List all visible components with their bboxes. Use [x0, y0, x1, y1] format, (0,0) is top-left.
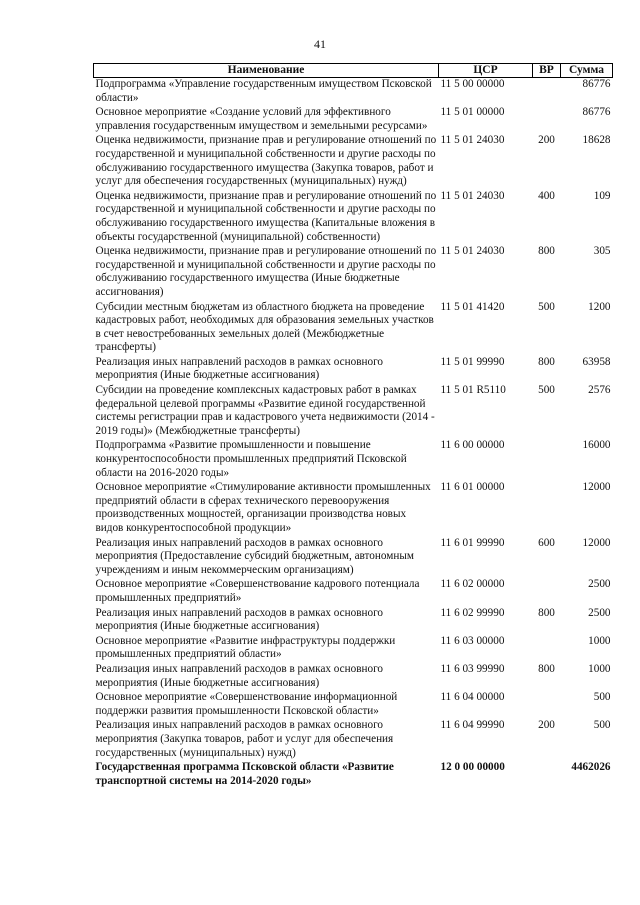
cell-sum: 4462026	[571, 761, 611, 774]
cell-sum: 63958	[582, 355, 611, 368]
cell-csr: 11 5 01 R5110	[440, 384, 506, 397]
table-row	[94, 481, 613, 536]
cell-name: Реализация иных направлений расходов в рамках основного мероприятия (Иные бюджетные ассигнования)	[95, 662, 383, 689]
cell-name: Реализация иных направлений расходов в рамках основного мероприятия (Иные бюджетные ассигнования)	[95, 355, 383, 382]
cell-name: Реализация иных направлений расходов в рамках основного мероприятия (Иные бюджетные ассигнования)	[95, 606, 383, 633]
cell-vr: 800	[538, 606, 555, 619]
cell-name: Государственная программа Псковской области «Развитие транспортной системы на 2014-2020 годы»	[95, 761, 394, 787]
table-row	[94, 537, 613, 579]
table-row	[94, 719, 613, 761]
cell-vr	[533, 761, 561, 789]
table-row	[94, 439, 613, 481]
cell-name: Основное мероприятие «Совершенствование информационной поддержки развития промышленности Псковской области»	[95, 691, 398, 717]
cell-sum: 109	[593, 189, 611, 202]
table-row	[94, 78, 613, 107]
cell-sum: 12000	[582, 536, 611, 549]
table-row	[94, 384, 613, 439]
cell-vr: 800	[538, 355, 555, 368]
table-row	[94, 635, 613, 663]
budget-table	[93, 63, 613, 789]
cell-vr: 600	[538, 536, 555, 549]
cell-csr: 11 5 01 00000	[440, 106, 505, 119]
table-row	[94, 663, 613, 691]
cell-vr: 800	[538, 662, 555, 675]
cell-sum: 1000	[588, 634, 611, 647]
cell-csr: 11 5 01 41420	[440, 300, 505, 313]
cell-name: Субсидии на проведение комплексных кадастровых работ в рамках федеральной целевой программы «Развитие единой государственной системы регистрации прав и кадастрового учета недвижимости (2014 - 2019 годы)» (Межбюджетные трансферты)	[95, 384, 435, 437]
cell-csr: 12 0 00 00000	[440, 761, 505, 774]
cell-name: Оценка недвижимости, признание прав и регулирование отношений по государственной и муниципальной собственности и другие расходы по обслуживанию государственного имущества (Иные бюджетные ассигнования)	[95, 245, 437, 298]
cell-vr: 500	[538, 384, 555, 397]
table-row	[94, 578, 613, 606]
cell-csr: 11 5 01 99990	[440, 355, 505, 368]
cell-vr: 400	[538, 189, 555, 202]
cell-csr: 11 6 02 99990	[440, 606, 505, 619]
cell-csr: 11 6 02 00000	[440, 578, 505, 591]
table-row	[94, 761, 613, 789]
cell-sum: 500	[593, 691, 611, 704]
cell-vr	[533, 439, 561, 481]
table-row	[94, 356, 613, 384]
table-row	[94, 691, 613, 719]
table-header-row	[94, 64, 613, 78]
table-row	[94, 106, 613, 134]
cell-csr: 11 5 00 00000	[440, 78, 505, 90]
page-number: 41	[314, 37, 326, 51]
cell-vr: 500	[538, 300, 555, 313]
cell-sum: 1200	[588, 300, 611, 313]
cell-csr: 11 6 01 99990	[440, 536, 505, 549]
cell-csr: 11 5 01 24030	[440, 189, 505, 202]
cell-sum: 1000	[588, 662, 611, 675]
cell-vr	[533, 635, 561, 663]
cell-sum: 12000	[582, 481, 611, 494]
cell-vr	[533, 691, 561, 719]
header-csr: ЦСР	[439, 64, 533, 78]
cell-sum: 2576	[588, 384, 611, 397]
cell-vr	[533, 578, 561, 606]
header-sum: Сумма	[561, 64, 613, 78]
table-row	[94, 245, 613, 300]
cell-sum: 18628	[582, 134, 611, 147]
cell-name: Реализация иных направлений расходов в рамках основного мероприятия (Закупка товаров, работ и услуг для обеспечения государственных (муниципальных) нужд)	[95, 719, 394, 759]
header-vr: ВР	[533, 64, 561, 78]
cell-name: Основное мероприятие «Создание условий для эффективного управления государственным имуществом и земельными ресурсами»	[95, 106, 428, 132]
cell-sum: 2500	[588, 606, 611, 619]
cell-csr: 11 6 03 00000	[440, 634, 505, 647]
cell-sum: 86776	[582, 78, 611, 90]
table-row	[94, 607, 613, 635]
cell-sum: 16000	[582, 439, 611, 452]
cell-sum: 2500	[588, 578, 611, 591]
cell-csr: 11 6 03 99990	[440, 662, 505, 675]
cell-name: Оценка недвижимости, признание прав и регулирование отношений по государственной и муниципальной собственности и другие расходы по обслуживанию государственного имущества (Закупка товаров, работ и услуг для обеспечения государственных (муниципальных) нужд)	[95, 134, 437, 188]
cell-vr	[533, 106, 561, 134]
cell-csr: 11 5 01 24030	[440, 134, 505, 147]
cell-sum: 305	[593, 245, 611, 258]
cell-csr: 11 5 01 24030	[440, 245, 505, 258]
table-row	[94, 301, 613, 356]
header-name: Наименование	[94, 64, 439, 78]
table-row	[94, 190, 613, 245]
cell-name: Реализация иных направлений расходов в рамках основного мероприятия (Предоставление субсидий бюджетным, автономным учреждениям и иным некоммерческим организациям)	[95, 536, 414, 576]
cell-name: Основное мероприятие «Совершенствование кадрового потенциала промышленных предприятий»	[95, 578, 420, 604]
cell-sum: 500	[593, 719, 611, 732]
table-row	[94, 134, 613, 189]
cell-vr: 200	[538, 719, 555, 732]
cell-csr: 11 6 04 00000	[440, 691, 505, 704]
cell-name: Основное мероприятие «Стимулирование активности промышленных предприятий области в сферах технического перевооружения производственных мощностей, организации производства новых видов конкурентоспособной продукции»	[95, 481, 431, 534]
cell-vr: 800	[538, 245, 555, 258]
cell-vr	[533, 78, 561, 107]
cell-csr: 11 6 00 00000	[440, 439, 505, 452]
cell-name: Подпрограмма «Управление государственным имуществом Псковской области»	[95, 78, 432, 104]
cell-sum: 86776	[582, 106, 611, 119]
cell-name: Основное мероприятие «Развитие инфраструктуры поддержки промышленных предприятий области»	[95, 634, 396, 661]
cell-name: Оценка недвижимости, признание прав и регулирование отношений по государственной и муниципальной собственности и другие расходы по обслуживанию государственного имущества (Капитальные вложения в объекты государственной (муниципальной) собственности)	[95, 189, 437, 243]
cell-vr: 200	[538, 134, 555, 147]
cell-csr: 11 6 01 00000	[440, 481, 505, 494]
cell-name: Субсидии местным бюджетам из областного бюджета на проведение кадастровых работ, необходимых для образования земельных участков в счет невостребованных земельных долей (Межбюджетные трансферты)	[95, 300, 434, 354]
cell-vr	[533, 481, 561, 536]
cell-csr: 11 6 04 99990	[440, 719, 505, 732]
cell-name: Подпрограмма «Развитие промышленности и повышение конкурентоспособности промышленных предприятий Псковской области на 2016-2020 годы»	[95, 439, 407, 479]
